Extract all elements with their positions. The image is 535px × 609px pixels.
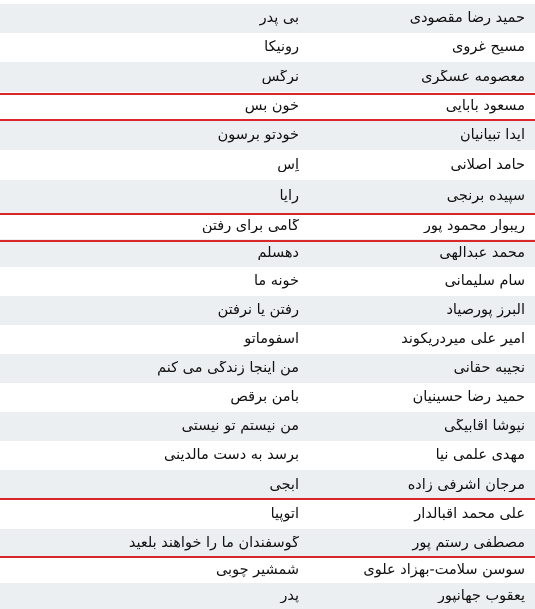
table-row [0,296,535,325]
table-row [0,529,535,558]
table-row [0,62,535,92]
film-title: شمشیر چوبی [215,563,299,578]
director-name: حامد اصلانی [450,157,525,173]
film-title: خون بس [244,99,299,114]
director-name: محمد عبدالهی [439,245,525,261]
director-name: امیر علی میردریکوند [401,332,525,347]
film-title: رفتن یا نرفتن [217,303,299,318]
director-name: آیدا تبیانیان [460,128,525,143]
director-name: سام سلیمانی [444,274,525,289]
film-title: بی پدر [259,11,299,26]
director-name: سپیده برنجی [446,189,525,204]
film-title: من اینجا زندگی می کنم [157,361,299,376]
table-row [0,180,535,213]
director-name: مصطفی رستم پور [412,536,525,551]
table-row [0,4,535,33]
table-row [0,213,535,239]
table-row [0,325,535,354]
section-divider [0,213,535,215]
film-title: برسد به دست مالدینی [164,448,299,463]
film-title: خونه ما [253,274,299,289]
film-title: اتوپیا [270,507,299,522]
director-name: حمید رضا مقصودی [409,11,525,26]
film-title: بامن برقص [230,390,299,405]
table-row [0,441,535,470]
director-name: مرجان اشرفی زاده [407,477,525,493]
film-title: رونیکا [264,40,299,55]
table-row [0,239,535,267]
director-name: حمید رضا حسینیان [412,390,525,405]
film-title: من نیستم تو نیستی [181,419,299,434]
section-divider [0,93,535,95]
section-divider [0,119,535,121]
director-name: مسیح غروی [452,40,525,55]
table-row [0,500,535,529]
director-name: سوسن سلامت-بهزاد علوی [363,563,525,578]
section-divider [0,556,535,558]
film-title: رایا [279,189,299,204]
table-row [0,383,535,412]
director-name: مسعود بابایی [445,99,525,114]
director-name: یعقوب جهانپور [437,588,525,604]
table-row [0,33,535,62]
film-title: خودتو برسون [217,128,299,143]
table-row [0,267,535,296]
director-name: نیوشا آقابیگی [444,419,525,434]
table-row [0,150,535,180]
director-name: البرز پورصیاد [446,303,525,318]
section-divider [0,240,535,242]
table-row [0,92,535,121]
director-name: ریبوار محمود پور [423,218,525,234]
table-row [0,121,535,150]
film-title: پدر [280,588,299,604]
film-title: دهسلم [257,245,299,261]
director-name: معصومه عسگری [421,69,525,85]
film-title: اِس [277,157,299,173]
director-name: نجیبه حقانی [453,361,525,376]
director-name: مهدی علمی نیا [435,448,525,463]
table-row [0,583,535,609]
film-title: اسفوماتو [244,332,299,347]
film-title: آبجی [269,477,299,493]
section-divider [0,498,535,500]
film-title: نرگس [261,69,299,85]
film-title: گامی برای رفتن [201,218,299,234]
film-title: گوسفندان ما را خواهند بلعید [128,536,299,551]
table-row [0,354,535,383]
table-row [0,470,535,500]
director-name: علی محمد اقبالدار [414,507,525,522]
table-row [0,412,535,441]
table-row [0,558,535,583]
